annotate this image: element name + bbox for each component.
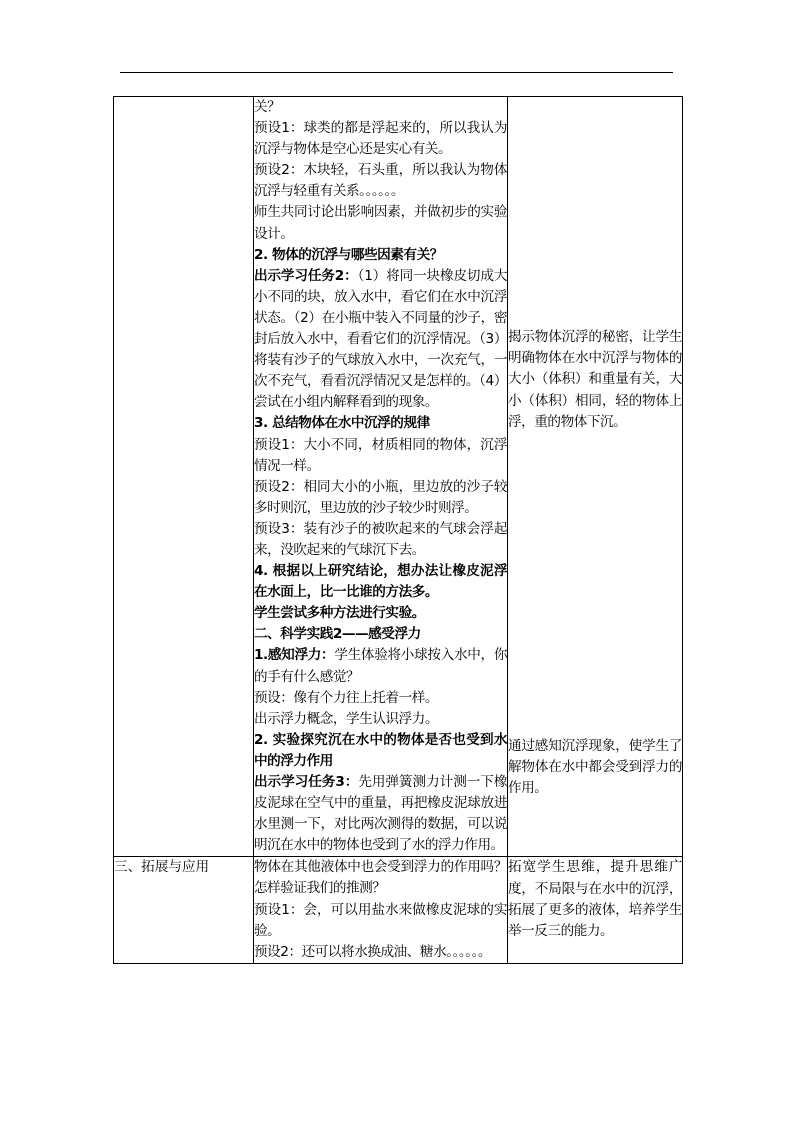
paragraph: 预设2：木块轻，石头重，所以我认为物体沉浮与轻重有关系。。。。。。 — [254, 162, 507, 200]
paragraph — [254, 645, 507, 687]
paragraph: 预设2：还可以将水换成油、糖水。。。。。。 — [254, 943, 492, 960]
spacer — [508, 433, 682, 736]
paragraph — [254, 266, 507, 414]
table-row — [114, 97, 683, 857]
teaching-process-cell — [254, 97, 508, 857]
paragraph: 师生共同讨论出影响因素，并做初步的实验设计。 — [254, 204, 507, 242]
design-note: 揭示物体沉浮的秘密，让学生明确物体在水中沉浮与物体的大小（体积）和重量有关，大小（体积）相同，轻的物体上浮，重的物体下沉。 — [508, 329, 682, 430]
design-note: 通过感知沉浮现象，使学生了解物体在水中都会受到浮力的作用。 — [508, 738, 682, 797]
paragraph: 预设1：会，可以用盐水来做橡皮泥球的实验。 — [254, 901, 507, 939]
task-text: 先用弹簧测力计测一下橡皮泥球在空气中的重量，再把橡皮泥球放进水里测一下，对比两次测得的数据，可以说明沉在水中的物体也受到了水的浮力作用。 — [254, 774, 507, 854]
paragraph: 预设3：装有沙子的被吹起来的气球会浮起来，没吹起来的气球沉下去。 — [254, 520, 507, 558]
paragraph: 预设1：大小不同，材质相同的物体，沉浮情况一样。 — [254, 436, 507, 474]
section-heading: 3. 总结物体在水中沉浮的规律 — [254, 415, 430, 432]
spacer — [508, 97, 682, 327]
design-intent-cell — [508, 857, 683, 963]
task-label: 出示学习任务3： — [254, 774, 359, 790]
section-heading: 二、科学实践2——感受浮力 — [254, 626, 421, 643]
design-intent-cell — [508, 97, 683, 857]
section-heading: 学生尝试多种方法进行实验。 — [254, 605, 425, 622]
section-heading: 2. 实验探究沉在水中的物体是否也受到水中的浮力作用 — [254, 731, 507, 769]
stage-cell: 三、拓展与应用 — [114, 857, 254, 963]
paragraph: 预设1：球类的都是浮起来的，所以我认为沉浮与物体是空心还是实心有关。 — [254, 120, 507, 158]
section-heading: 2. 物体的沉浮与哪些因素有关？ — [254, 246, 443, 263]
paragraph: 物体在其他液体中也会受到浮力的作用吗？怎样验证我们的推测？ — [254, 859, 507, 897]
task-label: 1.感知浮力： — [254, 647, 335, 664]
task-label: 出示学习任务2： — [254, 267, 358, 284]
lesson-plan-table — [113, 96, 683, 964]
task-text: （1）将同一块橡皮切成大小不同的块，放入水中，看它们在水中沉浮状态。（2）在小瓶中装入不同量的沙子，密封后放入水中，看看它们的沉浮情况。（3）将装有沙子的气球放入水中，一次充气，一次不充气，看看沉浮情况又是怎样的。（4）尝试在小组内解释看到的现象。 — [254, 267, 507, 411]
paragraph: 预设：像有个力往上托着一样。 — [254, 689, 439, 706]
header-rule — [120, 72, 673, 73]
paragraph: 关？ — [254, 99, 281, 115]
paragraph: 出示浮力概念，学生认识浮力。 — [254, 710, 439, 727]
table-row — [114, 857, 683, 963]
paragraph: 预设2：相同大小的小瓶，里边放的沙子较多时则沉，里边放的沙子较少时则浮。 — [254, 478, 507, 516]
paragraph — [254, 772, 507, 856]
stage-cell — [114, 97, 254, 857]
task-text: 学生体验将小球按入水中，你的手有什么感觉？ — [254, 647, 507, 685]
teaching-process-cell — [254, 857, 508, 963]
section-heading: 4. 根据以上研究结论，想办法让橡皮泥浮在水面上，比一比谁的方法多。 — [254, 563, 507, 601]
design-note: 拓宽学生思维，提升思维广度，不局限与在水中的沉浮，拓展了更多的液体，培养学生举一反三的能力。 — [508, 859, 682, 939]
